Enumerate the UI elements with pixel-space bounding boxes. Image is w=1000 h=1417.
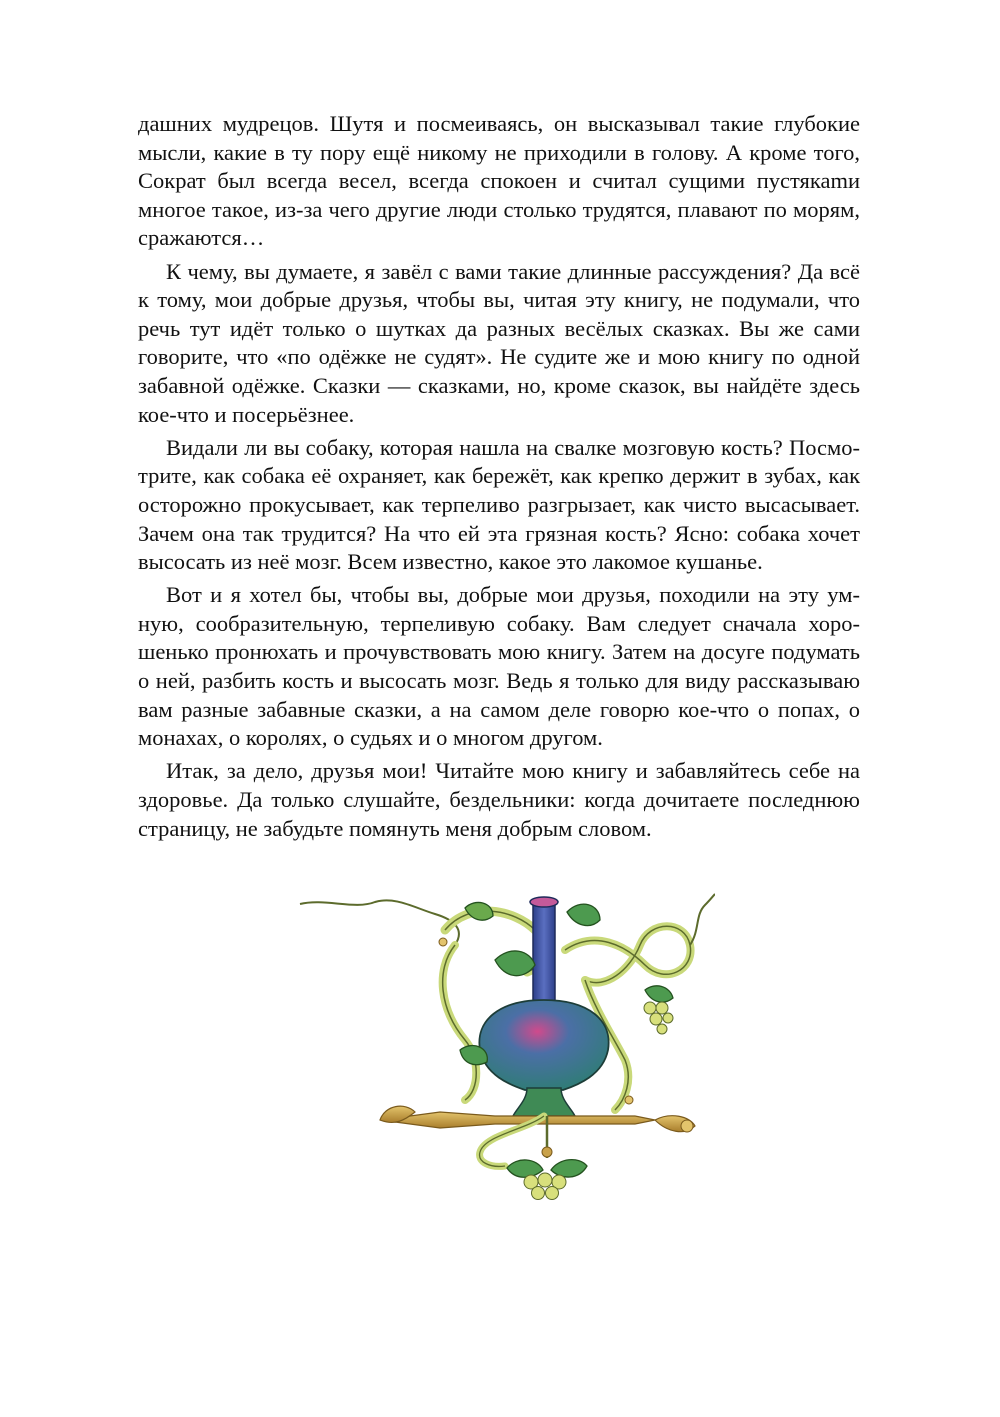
- paragraph-wise-dog: Вот и я хотел бы, чтобы вы, добрые мои друзья, походили на эту умную, сообразительную, терпеливую собаку. Вам следует сначала хорошенько пронюхать и прочувствовать мою книгу. Затем на досуге подумать о ней, разбить кость и высосать мозг. Ведь я только для виду рассказываю вам разные забавные сказки, а на самом деле говорю кое-что о попах, о монахах, о королях, о судьях и о многом другом.: [138, 582, 860, 751]
- paragraph-reasoning: К чему, вы думаете, я завёл с вами такие длинные рассуждения? Да всё к тому, мои добрые друзья, чтобы вы, читая эту книгу, не подумали, что речь тут идёт только о шутках да разных весёлых сказках. Вы же сами говорите, что «по одёжке не судят». Не судите же и мою книгу по одной забавной одёжке. Сказки — сказками, но, кроме сказок, вы найдёте здесь кое-что и посерьёзнее.: [138, 258, 860, 427]
- vase-neck: [533, 902, 555, 1012]
- paragraph-continuation: дашних мудрецов. Шутя и посмеиваясь, он высказывал такие глубокие мысли, какие в ту пору ещё никому не приходили в голову. А кроме того, Сократ был всегда весел, всегда спокоен и считал сущими пустякаmи многое такое, из-за чего другие люди столько трудятся, плавают по морям, сражаются…: [138, 111, 860, 251]
- leaf-bottom-left: [507, 1160, 543, 1177]
- vase-foot: [513, 1088, 575, 1116]
- grape-cluster-bottom: [524, 1173, 566, 1200]
- right-tendril: [690, 894, 715, 945]
- grape-cluster-right: [644, 1002, 673, 1034]
- paragraph-dog-bone: Видали ли вы собаку, которая нашла на свалке мозговую кость? Посмотрите, как собака её охраняет, как бережёт, как крепко держит в зубах, как осторожно прокусывает, как терпеливо разгрызает, как чисто высасывает. Зачем она так трудится? На что ей эта грязная кость? Ясно: собака хочет высосать из неё мозг. Всем известно, какое это лакомое кушанье.: [138, 434, 860, 575]
- leaf-bottom-right: [551, 1160, 587, 1177]
- leaf-right-cluster: [645, 986, 673, 1002]
- leaf-upper-left: [495, 951, 535, 976]
- left-lower-vine: [443, 945, 477, 1100]
- paragraph-closing: Итак, за дело, друзья мои! Читайте мою книгу и забавляйтесь себе на здоровье. Да только слушайте, бездельники: когда дочитаете последнюю страницу, не забудьте помянуть меня добрым словом.: [138, 758, 860, 841]
- leaf-top-right: [567, 904, 600, 925]
- page-text-block: [138, 110, 860, 843]
- vase-body: [479, 1000, 608, 1090]
- blossom-left: [439, 938, 447, 946]
- left-tendril: [300, 900, 459, 945]
- vase-lip: [530, 897, 558, 907]
- blossom-right: [625, 1096, 633, 1104]
- vase-with-vines-ornament-icon: [295, 890, 715, 1200]
